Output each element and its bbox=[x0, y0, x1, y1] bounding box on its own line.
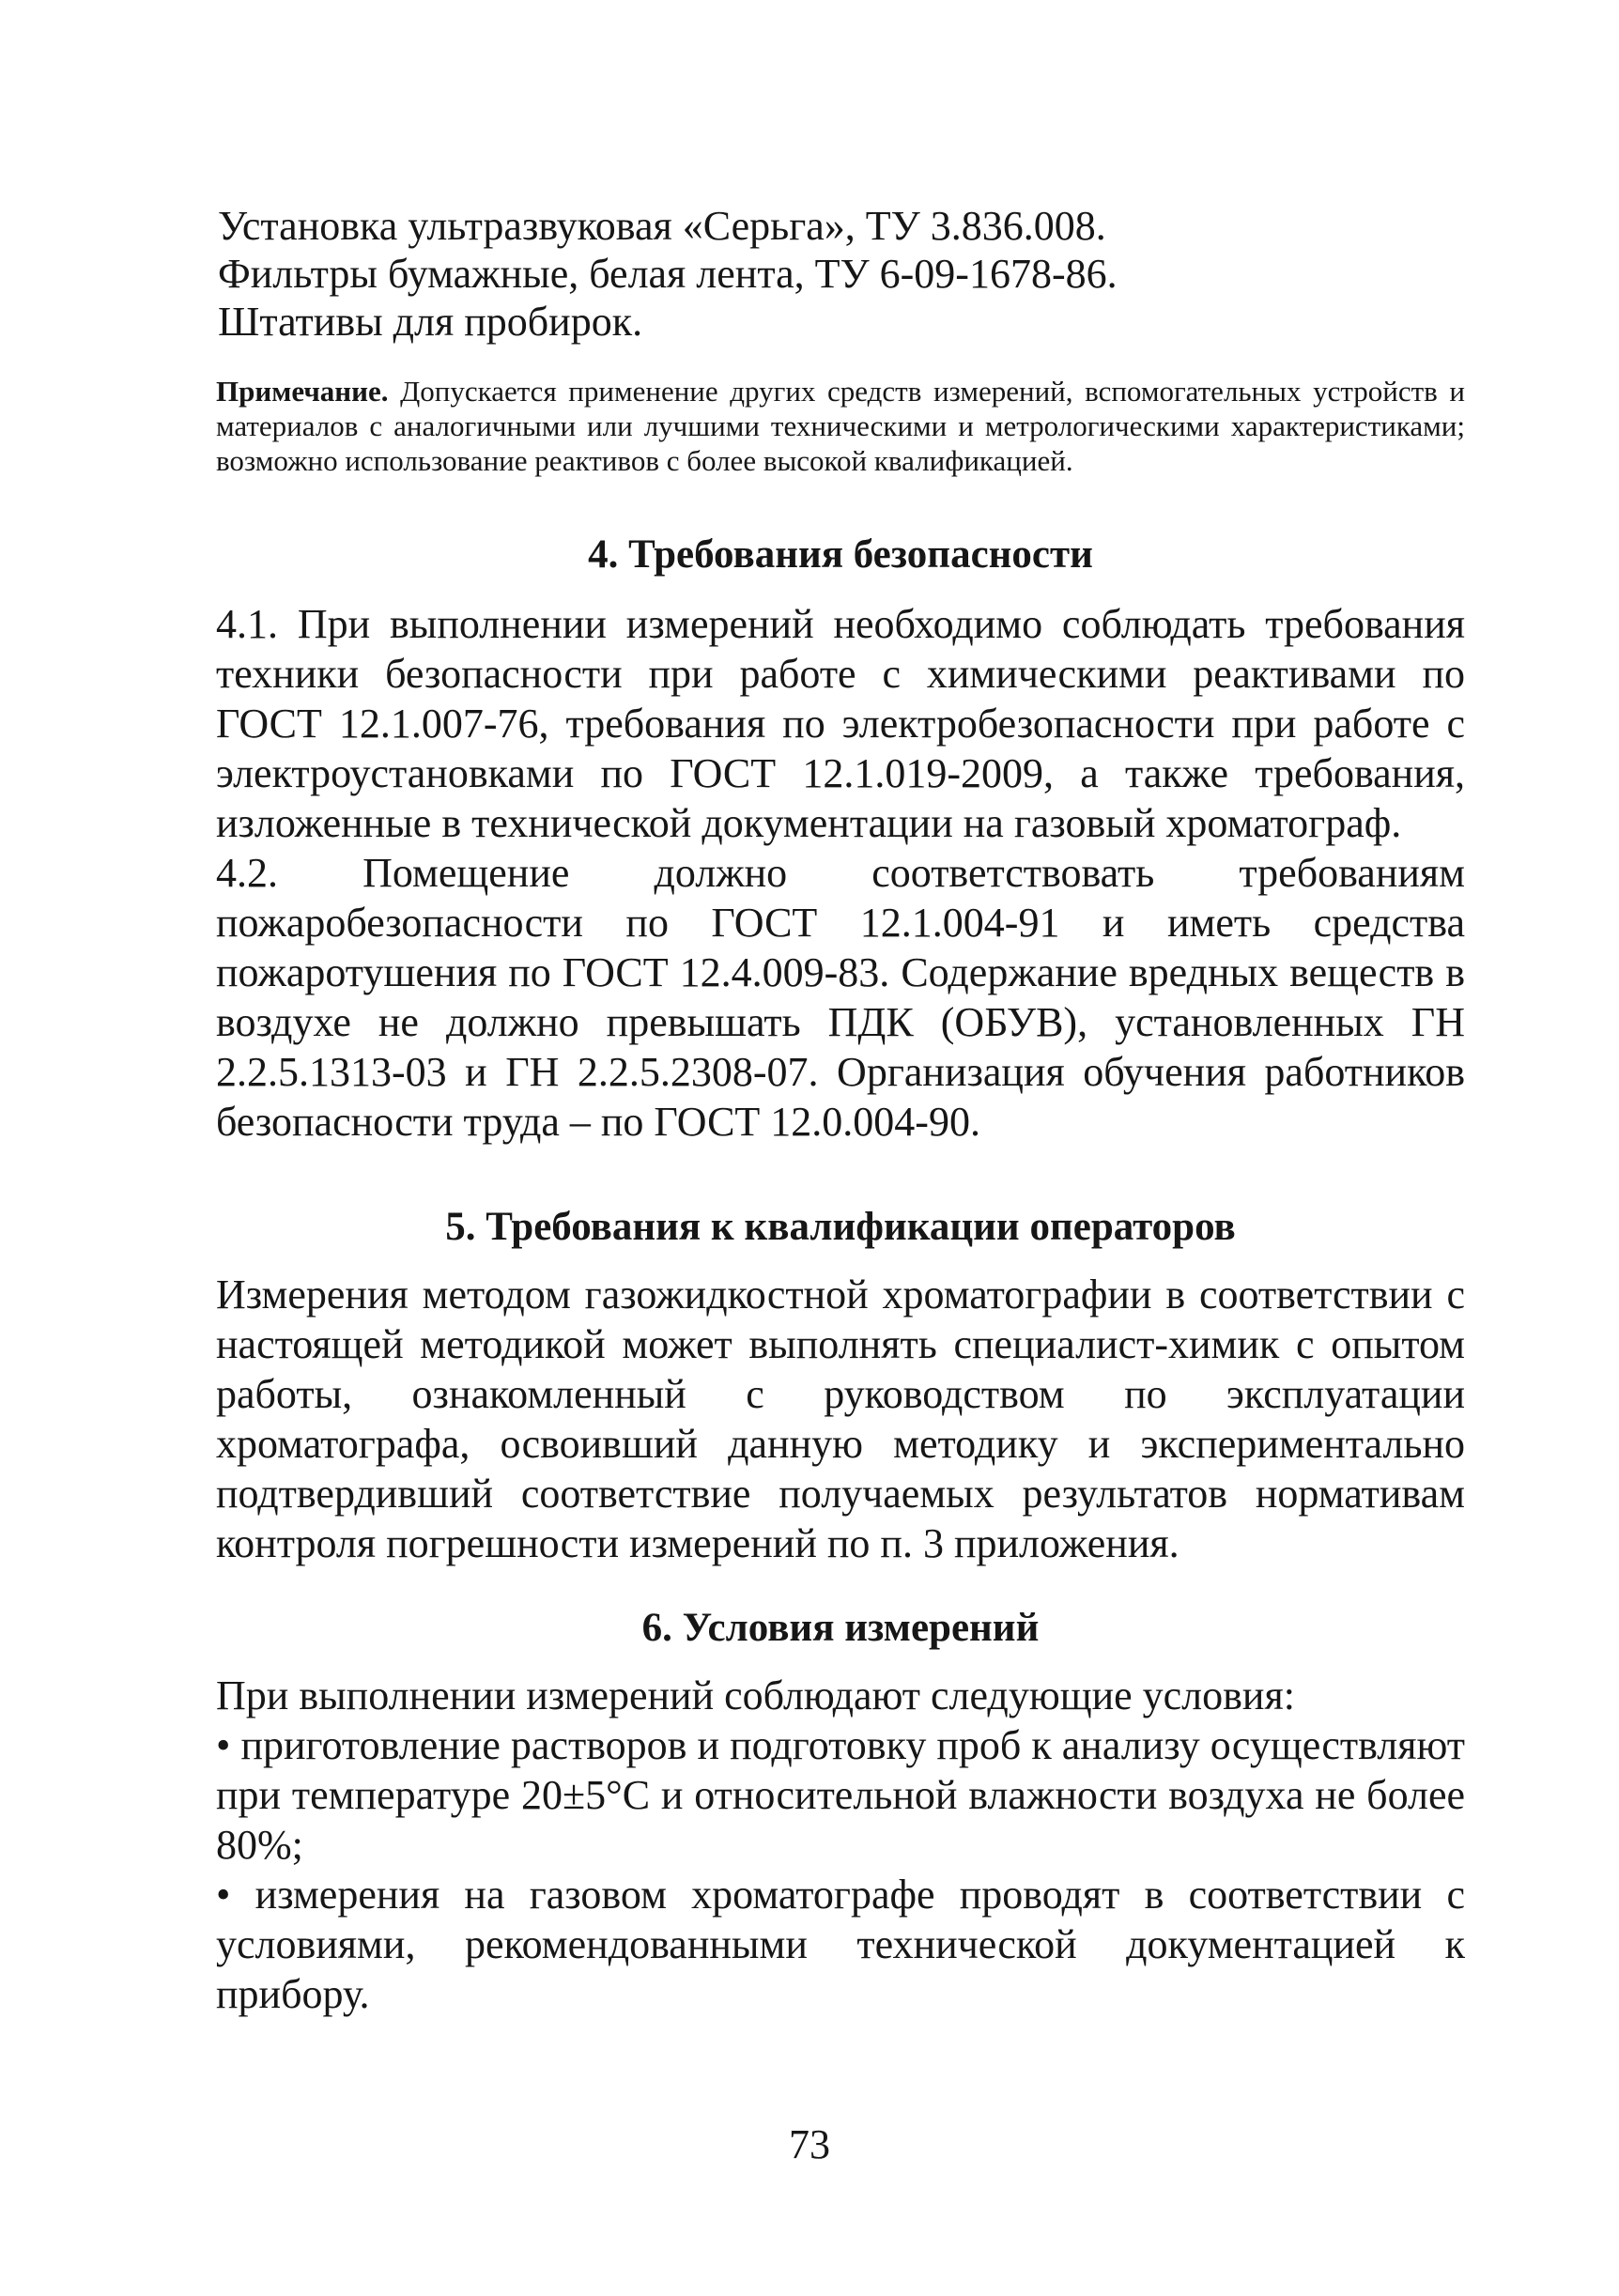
note-text: Допускается применение других средств измерений, вспомогательных устройств и материалов с аналогичными или лучшими техническими и метрологическими характеристиками; возможно использование реактивов с более высокой квалификацией. bbox=[216, 375, 1465, 477]
section-6-intro: При выполнении измерений соблюдают следующие условия: bbox=[216, 1672, 1295, 1718]
equipment-item: Штативы для пробирок. bbox=[218, 299, 643, 345]
equipment-item: Установка ультразвуковая «Серьга», ТУ 3.836.008. bbox=[218, 203, 1106, 249]
section-6-bullet: • измерения на газовом хроматографе проводят в соответствии с условиями, рекомендованными технической документацией к прибору. bbox=[216, 1872, 1465, 2017]
document-page bbox=[216, 202, 1465, 2019]
note-paragraph bbox=[216, 374, 1465, 478]
equipment-item: Фильтры бумажные, белая лента, ТУ 6-09-1678-86. bbox=[218, 251, 1118, 297]
section-6-heading: 6. Условия измерений bbox=[641, 1606, 1040, 1650]
section-5-heading: 5. Требования к квалификации операторов bbox=[445, 1205, 1236, 1249]
section-4-heading: 4. Требования безопасности bbox=[588, 532, 1093, 577]
section-4-paragraph-2: 4.2. Помещение должно соответствовать требованиям пожаробезопасности по ГОСТ 12.1.004-91 и иметь средства пожаротушения по ГОСТ 12.4.009-83. Содержание вредных веществ в воздухе не должно превышать ПДК (ОБУВ), установленных ГН 2.2.5.1313-03 и ГН 2.2.5.2308-07. Организация обучения работников безопасности труда – по ГОСТ 12.0.004-90. bbox=[216, 850, 1465, 1145]
page-number: 73 bbox=[789, 2121, 830, 2167]
section-5-paragraph-1: Измерения методом газожидкостной хроматографии в соответствии с настоящей методикой может выполнять специалист-химик с опытом работы, ознакомленный с руководством по эксплуатации хроматографа, освоивший данную методику и экспериментально подтвердивший соответствие получаемых результатов нормативам контроля погрешности измерений по п. 3 приложения. bbox=[216, 1271, 1465, 1566]
note-label: Примечание. bbox=[216, 375, 389, 408]
section-4-paragraph-1: 4.1. При выполнении измерений необходимо соблюдать требования техники безопасности при работе с химическими реактивами по ГОСТ 12.1.007-76, требования по электробезопасности при работе с электроустановками по ГОСТ 12.1.019-2009, а также требования, изложенные в технической документации на газовый хроматограф. bbox=[216, 601, 1465, 846]
section-6-bullet: • приготовление растворов и подготовку проб к анализу осуществляют при температуре 20±5°С и относительной влажности воздуха не более 80%; bbox=[216, 1722, 1465, 1868]
